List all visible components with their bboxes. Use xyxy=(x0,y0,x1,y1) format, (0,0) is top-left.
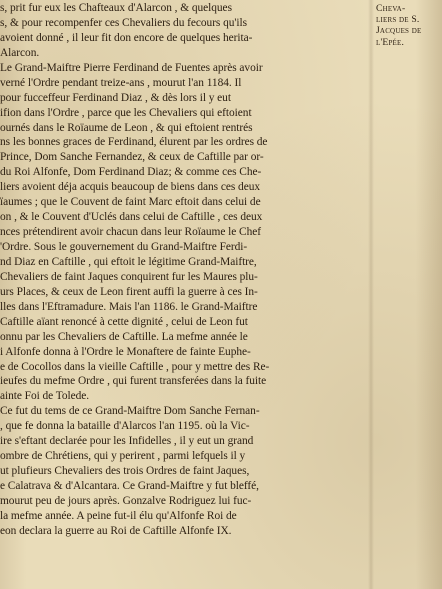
text-line: ainte Foi de Tolede. xyxy=(0,390,90,403)
text-line: eon declara la guerre au Roi de Caftille Alfonfe IX. xyxy=(0,524,232,537)
margin-note-line: l'Epée. xyxy=(376,36,405,48)
text-line: e de Cocollos dans la vieille Caftille , pour y mettre des Re- xyxy=(0,360,270,373)
text-line: e Calatrava & d'Alcantara. Ce Grand-Maiftre y fut bleffé, xyxy=(0,480,259,492)
page-gutter-shadow xyxy=(368,0,374,589)
text-line: ombre de Chrétiens, qui y perirent , parmi lefquels il y xyxy=(0,450,246,463)
text-line: Chevaliers de faint Jaques conquirent fur les Maures plu- xyxy=(0,270,258,283)
text-line: pour fucceffeur Ferdinand Diaz , & dès lors il y eut xyxy=(0,91,231,104)
text-line: onnu par les Chevaliers de Caftille. La mefme année le xyxy=(0,330,248,343)
main-text-column xyxy=(0,1,372,539)
text-line: 'Ordre. Sous le gouvernement du Grand-Maiftre Ferdi- xyxy=(0,241,248,253)
text-line: ut plufieurs Chevaliers des trois Ordres de faint Jaques, xyxy=(0,465,250,478)
margin-note xyxy=(376,3,440,48)
text-line: i Alfonfe donna à l'Ordre le Monaftere de fainte Euphe- xyxy=(0,345,251,358)
text-line: on , & le Couvent d'Uclés dans celui de Caftille , ces deux xyxy=(0,211,263,224)
text-line: ifion dans l'Ordre , parce que les Chevaliers qui eftoient xyxy=(0,106,252,119)
margin-note-line: Cheva- xyxy=(376,3,406,14)
text-line: s, prit fur eux les Chafteaux d'Alarcon , & quelques xyxy=(0,2,232,14)
text-line: mourut peu de jours après. Gonzalve Rodriguez lui fuc- xyxy=(0,494,252,507)
text-line: lles dans l'Eftramadure. Mais l'an 1186. le Grand-Maiftre xyxy=(0,300,258,313)
text-line: du Roi Alfonfe, Dom Ferdinand Diaz; & comme ces Che- xyxy=(0,166,262,179)
text-line: la mefme année. A peine fut-il élu qu'Alfonfe Roi de xyxy=(0,509,237,522)
text-line: urs Places, & ceux de Leon firent auffi la guerre à ces In- xyxy=(0,285,258,298)
text-line: Ce fut du tems de ce Grand-Maiftre Dom Sanche Fernan- xyxy=(0,405,260,418)
text-line: , que fe donna la bataille d'Alarcos l'an 1195. où la Vic- xyxy=(0,420,250,433)
text-line: Le Grand-Maiftre Pierre Ferdinand de Fuentes après avoir xyxy=(0,61,263,74)
text-line: ieufes du mefme Ordre , qui furent transferées dans la fuite xyxy=(0,375,267,388)
text-line: verné l'Ordre pendant treize-ans , mourut l'an 1184. Il xyxy=(0,76,242,89)
margin-note-line: Jacques de xyxy=(376,25,422,37)
text-line: ïaumes ; que le Couvent de faint Marc eftoit dans celui de xyxy=(0,196,261,209)
text-line: ournés dans le Roïaume de Leon , & qui eftoient rentrés xyxy=(0,121,253,134)
text-line: liers avoient déja acquis beaucoup de biens dans ces deux xyxy=(0,181,260,194)
text-line: avoient donné , il leur fit don encore de quelques herita- xyxy=(0,31,253,44)
text-line: Prince, Dom Sanche Fernandez, & ceux de Caftille par or- xyxy=(0,151,264,164)
margin-note-line: liers de S. xyxy=(376,14,420,26)
text-line: nd Diaz en Caftille , qui eftoit le légitime Grand-Maiftre, xyxy=(0,255,257,268)
text-line: s, & pour recompenfer ces Chevaliers du fecours qu'ils xyxy=(0,16,248,29)
text-line: ire s'eftant declarée pour les Infidelles , il y eut un grand xyxy=(0,435,254,448)
text-line: Caftille aïant renoncé à cette dignité , celui de Leon fut xyxy=(0,315,248,328)
text-line: ns les bonnes graces de Ferdinand, élurent par les ordres de xyxy=(0,136,268,149)
text-line: Alarcon. xyxy=(0,46,40,59)
text-line: nces prétendirent avoir chacun dans leur Roïaume le Chef xyxy=(0,226,261,239)
